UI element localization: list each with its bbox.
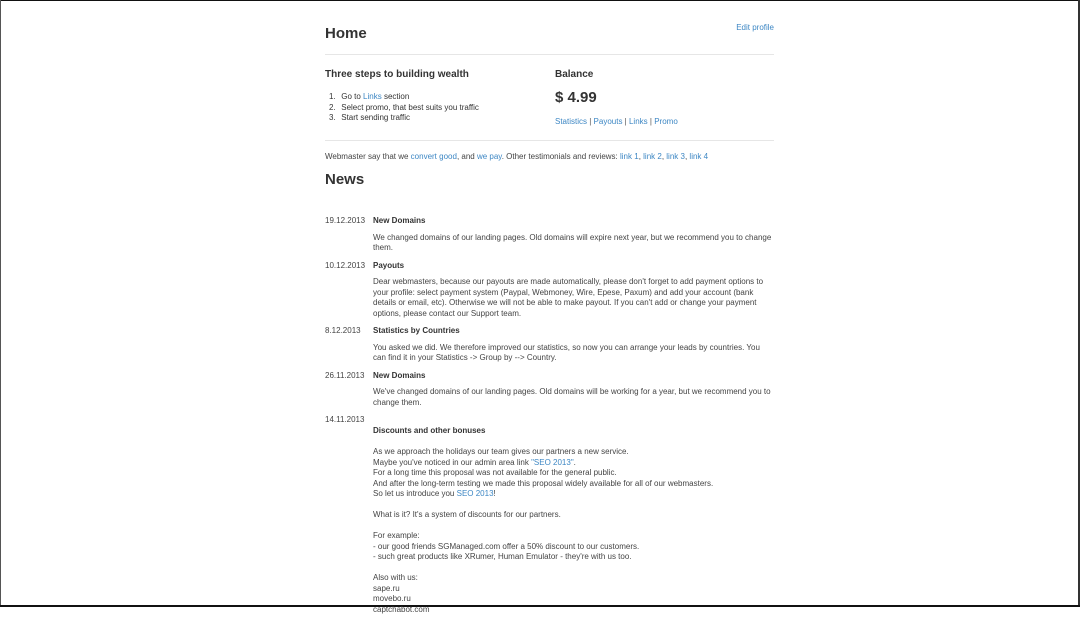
step-number: 2. (329, 102, 336, 112)
news-headline: New Domains (373, 370, 426, 380)
news-body: We've changed domains of our landing pages. Old domains will be working for a year, but we recommend you to change them. (373, 387, 771, 407)
news-body: You asked we did. We therefore improved our statistics, so now you can arrange your leads by countries. You can find it in your Statistics -> Group by --> Country. (373, 342, 760, 362)
we-pay-link[interactable]: we pay (476, 152, 502, 161)
testimonials-text: . Other testimonials and reviews: (501, 152, 620, 161)
step-number: 3. (329, 113, 336, 122)
payouts-link[interactable]: Payouts (593, 117, 623, 126)
body-text: . (573, 457, 576, 467)
review-link-4[interactable]: link 4 (689, 152, 709, 161)
edit-profile-link[interactable]: Edit profile (736, 23, 774, 32)
news-headline: New Domains (373, 216, 426, 225)
testimonials-text: Webmaster say that we (325, 152, 411, 161)
link-separator: | (647, 117, 655, 126)
news-date: 10.12.2013 (325, 260, 366, 270)
news-body: Dear webmasters, because our payouts are made automatically, please don't forget to add payment options to your profile: select payment system (Paypal, Webmoney, Wire, Epese, Paxum) and add your account (bank details or email, etc). Otherwise we will not be able to make payout. If you can't add or change your payment options, please contact our Support team. (373, 277, 764, 318)
balance-heading: Balance (555, 69, 594, 80)
partner-item: movebo.ru (373, 594, 411, 603)
seo-2013-link-2[interactable]: SEO 2013 (456, 489, 494, 498)
spacer (373, 563, 774, 574)
news-headline: Discounts and other bonuses (373, 425, 486, 435)
body-text: ! (493, 489, 496, 498)
step-text-suffix: section (381, 92, 410, 101)
body-line: Also with us: (373, 573, 418, 582)
step-number: 1. (329, 92, 336, 101)
news-title: News (325, 171, 365, 188)
review-link-3[interactable]: link 3 (666, 152, 685, 161)
news-item (325, 324, 774, 364)
news-headline: Payouts (373, 260, 405, 270)
news-list (325, 214, 774, 620)
news-body (373, 447, 774, 615)
body-line: For a long time this proposal was not available for the general public. (373, 468, 617, 477)
news-item (325, 214, 774, 254)
steps-heading: Three steps to building wealth (325, 69, 469, 80)
news-body: We changed domains of our landing pages. Old domains will expire next year, but we recommend you to change them. (373, 232, 772, 252)
body-line: As we approach the holidays our team gives our partners a new service. (373, 447, 629, 456)
body-text: So let us introduce you (373, 489, 457, 498)
news-headline: Statistics by Countries (373, 326, 460, 335)
body-line: For example: (373, 531, 420, 540)
review-link-2[interactable]: link 2 (643, 152, 662, 161)
news-date: 14.11.2013 (325, 415, 365, 424)
news-item (325, 259, 774, 320)
spacer (373, 521, 774, 532)
step-links-link[interactable]: Links (363, 92, 382, 101)
body-text: Maybe you've noticed in our admin area link (373, 457, 532, 467)
news-date: 8.12.2013 (325, 326, 361, 335)
title-row (325, 0, 774, 55)
seo-2013-link[interactable]: "SEO 2013" (531, 457, 574, 467)
link-separator: | (587, 117, 594, 126)
page-title: Home (325, 25, 367, 42)
window-frame-left (0, 0, 1, 607)
body-line (373, 489, 774, 500)
headline-spacer (373, 413, 774, 424)
links-link[interactable]: Links (628, 117, 648, 126)
body-line: What is it? It's a system of discounts for our partners. (373, 510, 561, 519)
testimonials-line: Webmaster say that we convert good, and we pay. Other testimonials and reviews: link 1, link 2, link 3, link 4 (325, 152, 709, 161)
promo-link[interactable]: Promo (654, 117, 678, 126)
balance-amount: $ 4.99 (555, 89, 597, 106)
news-date: 26.11.2013 (325, 370, 365, 380)
main-content (325, 0, 774, 614)
link-separator: | (622, 117, 629, 126)
partner-item: captchabot.com (373, 604, 430, 614)
statistics-link[interactable]: Statistics (555, 117, 588, 126)
body-line: - our good friends SGManaged.com offer a 50% discount to our customers. (373, 541, 640, 551)
step-text: Go to (341, 92, 364, 101)
news-item (325, 369, 774, 409)
review-link-1[interactable]: link 1 (620, 152, 639, 161)
convert-good-link[interactable]: convert good (410, 152, 457, 161)
testimonials-text: , and (456, 152, 477, 161)
body-line (373, 458, 774, 469)
news-item-discounts (325, 413, 774, 615)
body-line: - such great products like XRumer, Human Emulator - they're with us too. (373, 552, 632, 561)
partner-item: sape.ru (373, 583, 400, 593)
step-text: Start sending traffic (341, 113, 411, 122)
news-date: 19.12.2013 (325, 216, 366, 225)
spacer (373, 500, 774, 511)
steps-balance-section (325, 55, 774, 141)
step-text: Select promo, that best suits you traffic (341, 102, 479, 112)
body-line: And after the long-term testing we made this proposal widely available for all of our webmasters. (373, 478, 714, 488)
